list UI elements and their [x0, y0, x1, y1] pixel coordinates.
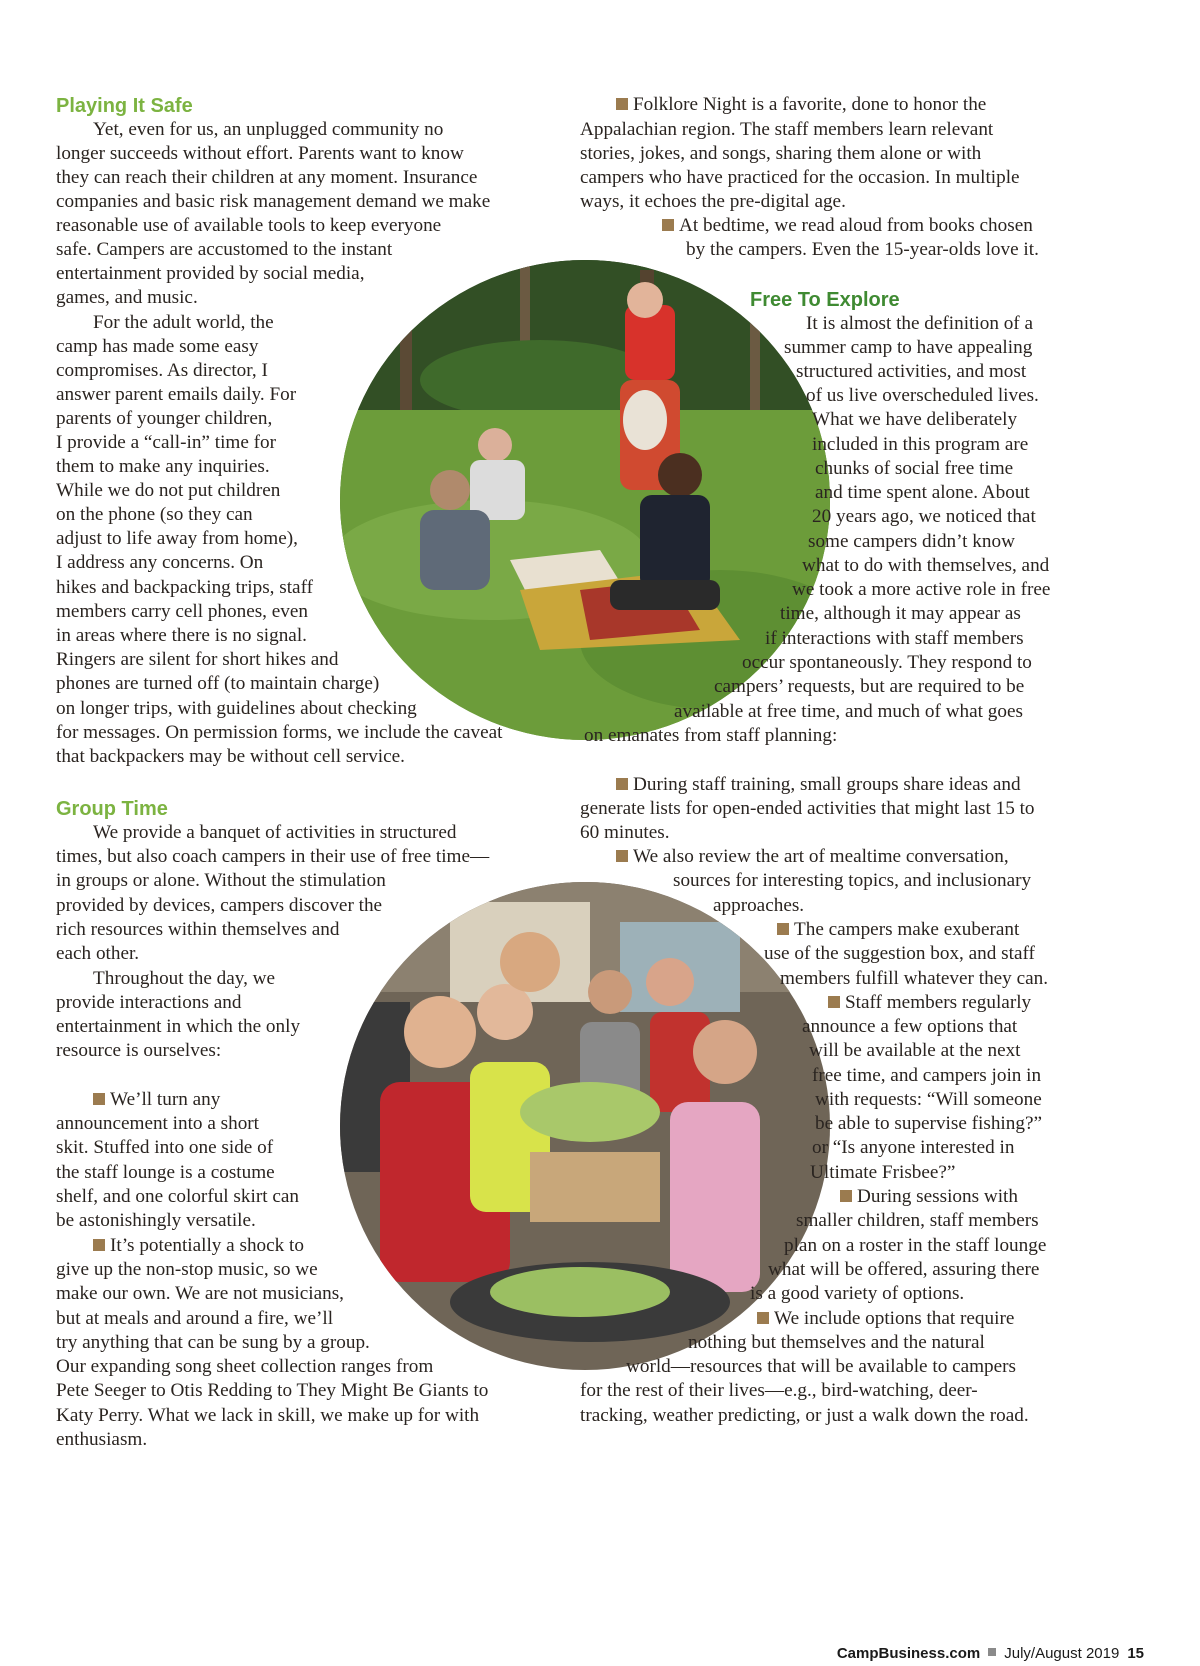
text-line: free time, and campers join in — [812, 1065, 1042, 1086]
bullet-line — [662, 213, 1033, 239]
text-line: use of the suggestion box, and staff — [764, 943, 1035, 964]
text-line: members fulfill whatever they can. — [780, 968, 1048, 989]
text-line: but at meals and around a fire, we’ll — [56, 1308, 334, 1329]
text-line: give up the non-stop music, so we — [56, 1259, 318, 1280]
text-line: camp has made some easy — [56, 336, 259, 357]
text-line: Our expanding song sheet collection ranges from — [56, 1356, 434, 1377]
text-line: be able to supervise fishing?” — [815, 1113, 1042, 1134]
bullet-text: It’s potentially a shock to — [110, 1235, 304, 1256]
text-line: provided by devices, campers discover the — [56, 895, 383, 916]
heading-free-to-explore: Free To Explore — [750, 289, 900, 311]
text-line: plan on a roster in the staff lounge — [784, 1235, 1047, 1256]
text-line: we took a more active role in free — [792, 579, 1051, 600]
text-line: enthusiasm. — [56, 1429, 148, 1450]
bullet-line — [757, 1306, 1014, 1332]
text-line: occur spontaneously. They respond to — [742, 652, 1032, 673]
text-line: It is almost the definition of a — [806, 313, 1034, 334]
text-line: Yet, even for us, an unplugged community no — [93, 119, 444, 140]
text-line: they can reach their children at any moment. Insurance — [56, 167, 478, 188]
text-line: reasonable use of available tools to keep everyone — [56, 215, 442, 236]
text-line: time, although it may appear as — [780, 603, 1021, 624]
text-line: in groups or alone. Without the stimulation — [56, 870, 386, 891]
text-line: on longer trips, with guidelines about checking — [56, 698, 417, 719]
heading-group-time: Group Time — [56, 798, 168, 820]
text-line: smaller children, staff members — [796, 1210, 1039, 1231]
text-line: if interactions with staff members — [765, 628, 1024, 649]
text-line: skit. Stuffed into one side of — [56, 1137, 274, 1158]
text-line: be astonishingly versatile. — [56, 1210, 256, 1231]
text-line: shelf, and one colorful skirt can — [56, 1186, 299, 1207]
bullet-line — [93, 1087, 220, 1113]
text-line: is a good variety of options. — [750, 1283, 965, 1304]
bullet-line — [616, 844, 1009, 870]
text-line: some campers didn’t know — [808, 531, 1015, 552]
text-line: Ultimate Frisbee?” — [810, 1162, 956, 1183]
text-line: make our own. We are not musicians, — [56, 1283, 344, 1304]
text-line: on emanates from staff planning: — [584, 725, 838, 746]
text-line: I address any concerns. On — [56, 552, 264, 573]
bullet-text: Folklore Night is a favorite, done to honor the — [633, 94, 987, 115]
bullet-line — [777, 917, 1019, 943]
bullet-marker — [757, 1312, 769, 1324]
bullet-text: During sessions with — [857, 1186, 1018, 1207]
bullet-text: We also review the art of mealtime conversation, — [633, 846, 1009, 867]
bullet-marker — [93, 1093, 105, 1105]
footer-separator — [988, 1648, 996, 1656]
bullet-marker — [616, 778, 628, 790]
text-line: compromises. As director, I — [56, 360, 268, 381]
bullet-line — [616, 772, 1021, 798]
text-line: provide interactions and — [56, 992, 242, 1013]
text-line: I provide a “call-in” time for — [56, 432, 277, 453]
bullet-marker — [616, 98, 628, 110]
bullet-marker — [777, 923, 789, 935]
text-line: try anything that can be sung by a group. — [56, 1332, 370, 1353]
text-line: for messages. On permission forms, we include the caveat — [56, 722, 503, 743]
text-line: companies and basic risk management demand we make — [56, 191, 491, 212]
text-line: for the rest of their lives—e.g., bird-watching, deer- — [580, 1380, 978, 1401]
bullet-marker — [616, 850, 628, 862]
text-line: members carry cell phones, even — [56, 601, 308, 622]
footer-issue: July/August 2019 — [1004, 1645, 1120, 1662]
text-line: with requests: “Will someone — [815, 1089, 1042, 1110]
text-line: campers who have practiced for the occasion. In multiple — [580, 167, 1020, 188]
text-line: hikes and backpacking trips, staff — [56, 577, 314, 598]
text-line: longer succeeds without effort. Parents want to know — [56, 143, 464, 164]
text-line: stories, jokes, and songs, sharing them alone or with — [580, 143, 982, 164]
text-line: rich resources within themselves and — [56, 919, 340, 940]
text-line: Ringers are silent for short hikes and — [56, 649, 339, 670]
text-line: ways, it echoes the pre-digital age. — [580, 191, 846, 212]
text-line: on the phone (so they can — [56, 504, 253, 525]
text-line: Katy Perry. What we lack in skill, we make up for with — [56, 1405, 480, 1426]
bullet-marker — [840, 1190, 852, 1202]
text-line: chunks of social free time — [815, 458, 1014, 479]
bullet-marker — [828, 996, 840, 1008]
bullet-line — [828, 990, 1031, 1016]
heading-playing-it-safe: Playing It Safe — [56, 95, 193, 117]
text-line: tracking, weather predicting, or just a walk down the road. — [580, 1405, 1029, 1426]
text-line: by the campers. Even the 15-year-olds love it. — [686, 239, 1039, 260]
text-line: generate lists for open-ended activities that might last 15 to — [580, 798, 1035, 819]
text-line: of us live overscheduled lives. — [806, 385, 1039, 406]
bullet-marker — [93, 1239, 105, 1251]
text-line: safe. Campers are accustomed to the instant — [56, 239, 393, 260]
text-line: phones are turned off (to maintain charge) — [56, 673, 380, 694]
text-line: or “Is anyone interested in — [812, 1137, 1015, 1158]
text-line: in areas where there is no signal. — [56, 625, 307, 646]
text-line: will be available at the next — [809, 1040, 1021, 1061]
text-line: nothing but themselves and the natural — [688, 1332, 985, 1353]
bullet-line — [840, 1184, 1018, 1210]
bullet-line — [93, 1233, 304, 1259]
text-line: included in this program are — [812, 434, 1029, 455]
text-line: approaches. — [713, 895, 805, 916]
text-line: announce a few options that — [802, 1016, 1018, 1037]
text-line: and time spent alone. About — [815, 482, 1030, 503]
text-line: world—resources that will be available to campers — [626, 1356, 1017, 1377]
text-line: entertainment provided by social media, — [56, 263, 365, 284]
text-line: parents of younger children, — [56, 408, 273, 429]
text-line: We provide a banquet of activities in structured — [93, 822, 457, 843]
text-line: campers’ requests, but are required to be — [714, 676, 1025, 697]
text-line: adjust to life away from home), — [56, 528, 298, 549]
text-line: announcement into a short — [56, 1113, 260, 1134]
bullet-marker — [662, 219, 674, 231]
bullet-text: During staff training, small groups share ideas and — [633, 774, 1021, 795]
text-line: sources for interesting topics, and inclusionary — [673, 870, 1032, 891]
page-number: 15 — [1127, 1645, 1144, 1662]
text-line: that backpackers may be without cell service. — [56, 746, 405, 767]
text-line: summer camp to have appealing — [784, 337, 1033, 358]
text-line: 60 minutes. — [580, 822, 670, 843]
text-line: available at free time, and much of what goes — [674, 701, 1023, 722]
text-line: them to make any inquiries. — [56, 456, 270, 477]
text-line: What we have deliberately — [812, 409, 1018, 430]
text-line: the staff lounge is a costume — [56, 1162, 275, 1183]
text-line: answer parent emails daily. For — [56, 384, 297, 405]
bullet-line — [616, 92, 986, 118]
bullet-text: Staff members regularly — [845, 992, 1032, 1013]
text-line: times, but also coach campers in their use of free time— — [56, 846, 490, 867]
page-footer — [837, 1642, 1144, 1666]
text-line: resource is ourselves: — [56, 1040, 222, 1061]
text-line: For the adult world, the — [93, 312, 274, 333]
text-line: 20 years ago, we noticed that — [812, 506, 1036, 527]
text-line: Throughout the day, we — [93, 968, 276, 989]
text-line: what will be offered, assuring there — [768, 1259, 1040, 1280]
text-line: structured activities, and most — [796, 361, 1027, 382]
footer-site: CampBusiness.com — [836, 1645, 981, 1662]
bullet-text: At bedtime, we read aloud from books chosen — [679, 215, 1033, 236]
text-line: Pete Seeger to Otis Redding to They Might Be Giants to — [56, 1380, 489, 1401]
text-line: games, and music. — [56, 287, 198, 308]
text-line: each other. — [56, 943, 140, 964]
bullet-text: The campers make exuberant — [794, 919, 1020, 940]
text-line: Appalachian region. The staff members learn relevant — [580, 119, 994, 140]
bullet-text: We’ll turn any — [110, 1089, 221, 1110]
text-line: While we do not put children — [56, 480, 281, 501]
bullet-text: We include options that require — [774, 1308, 1015, 1329]
text-line: entertainment in which the only — [56, 1016, 301, 1037]
text-line: what to do with themselves, and — [802, 555, 1050, 576]
